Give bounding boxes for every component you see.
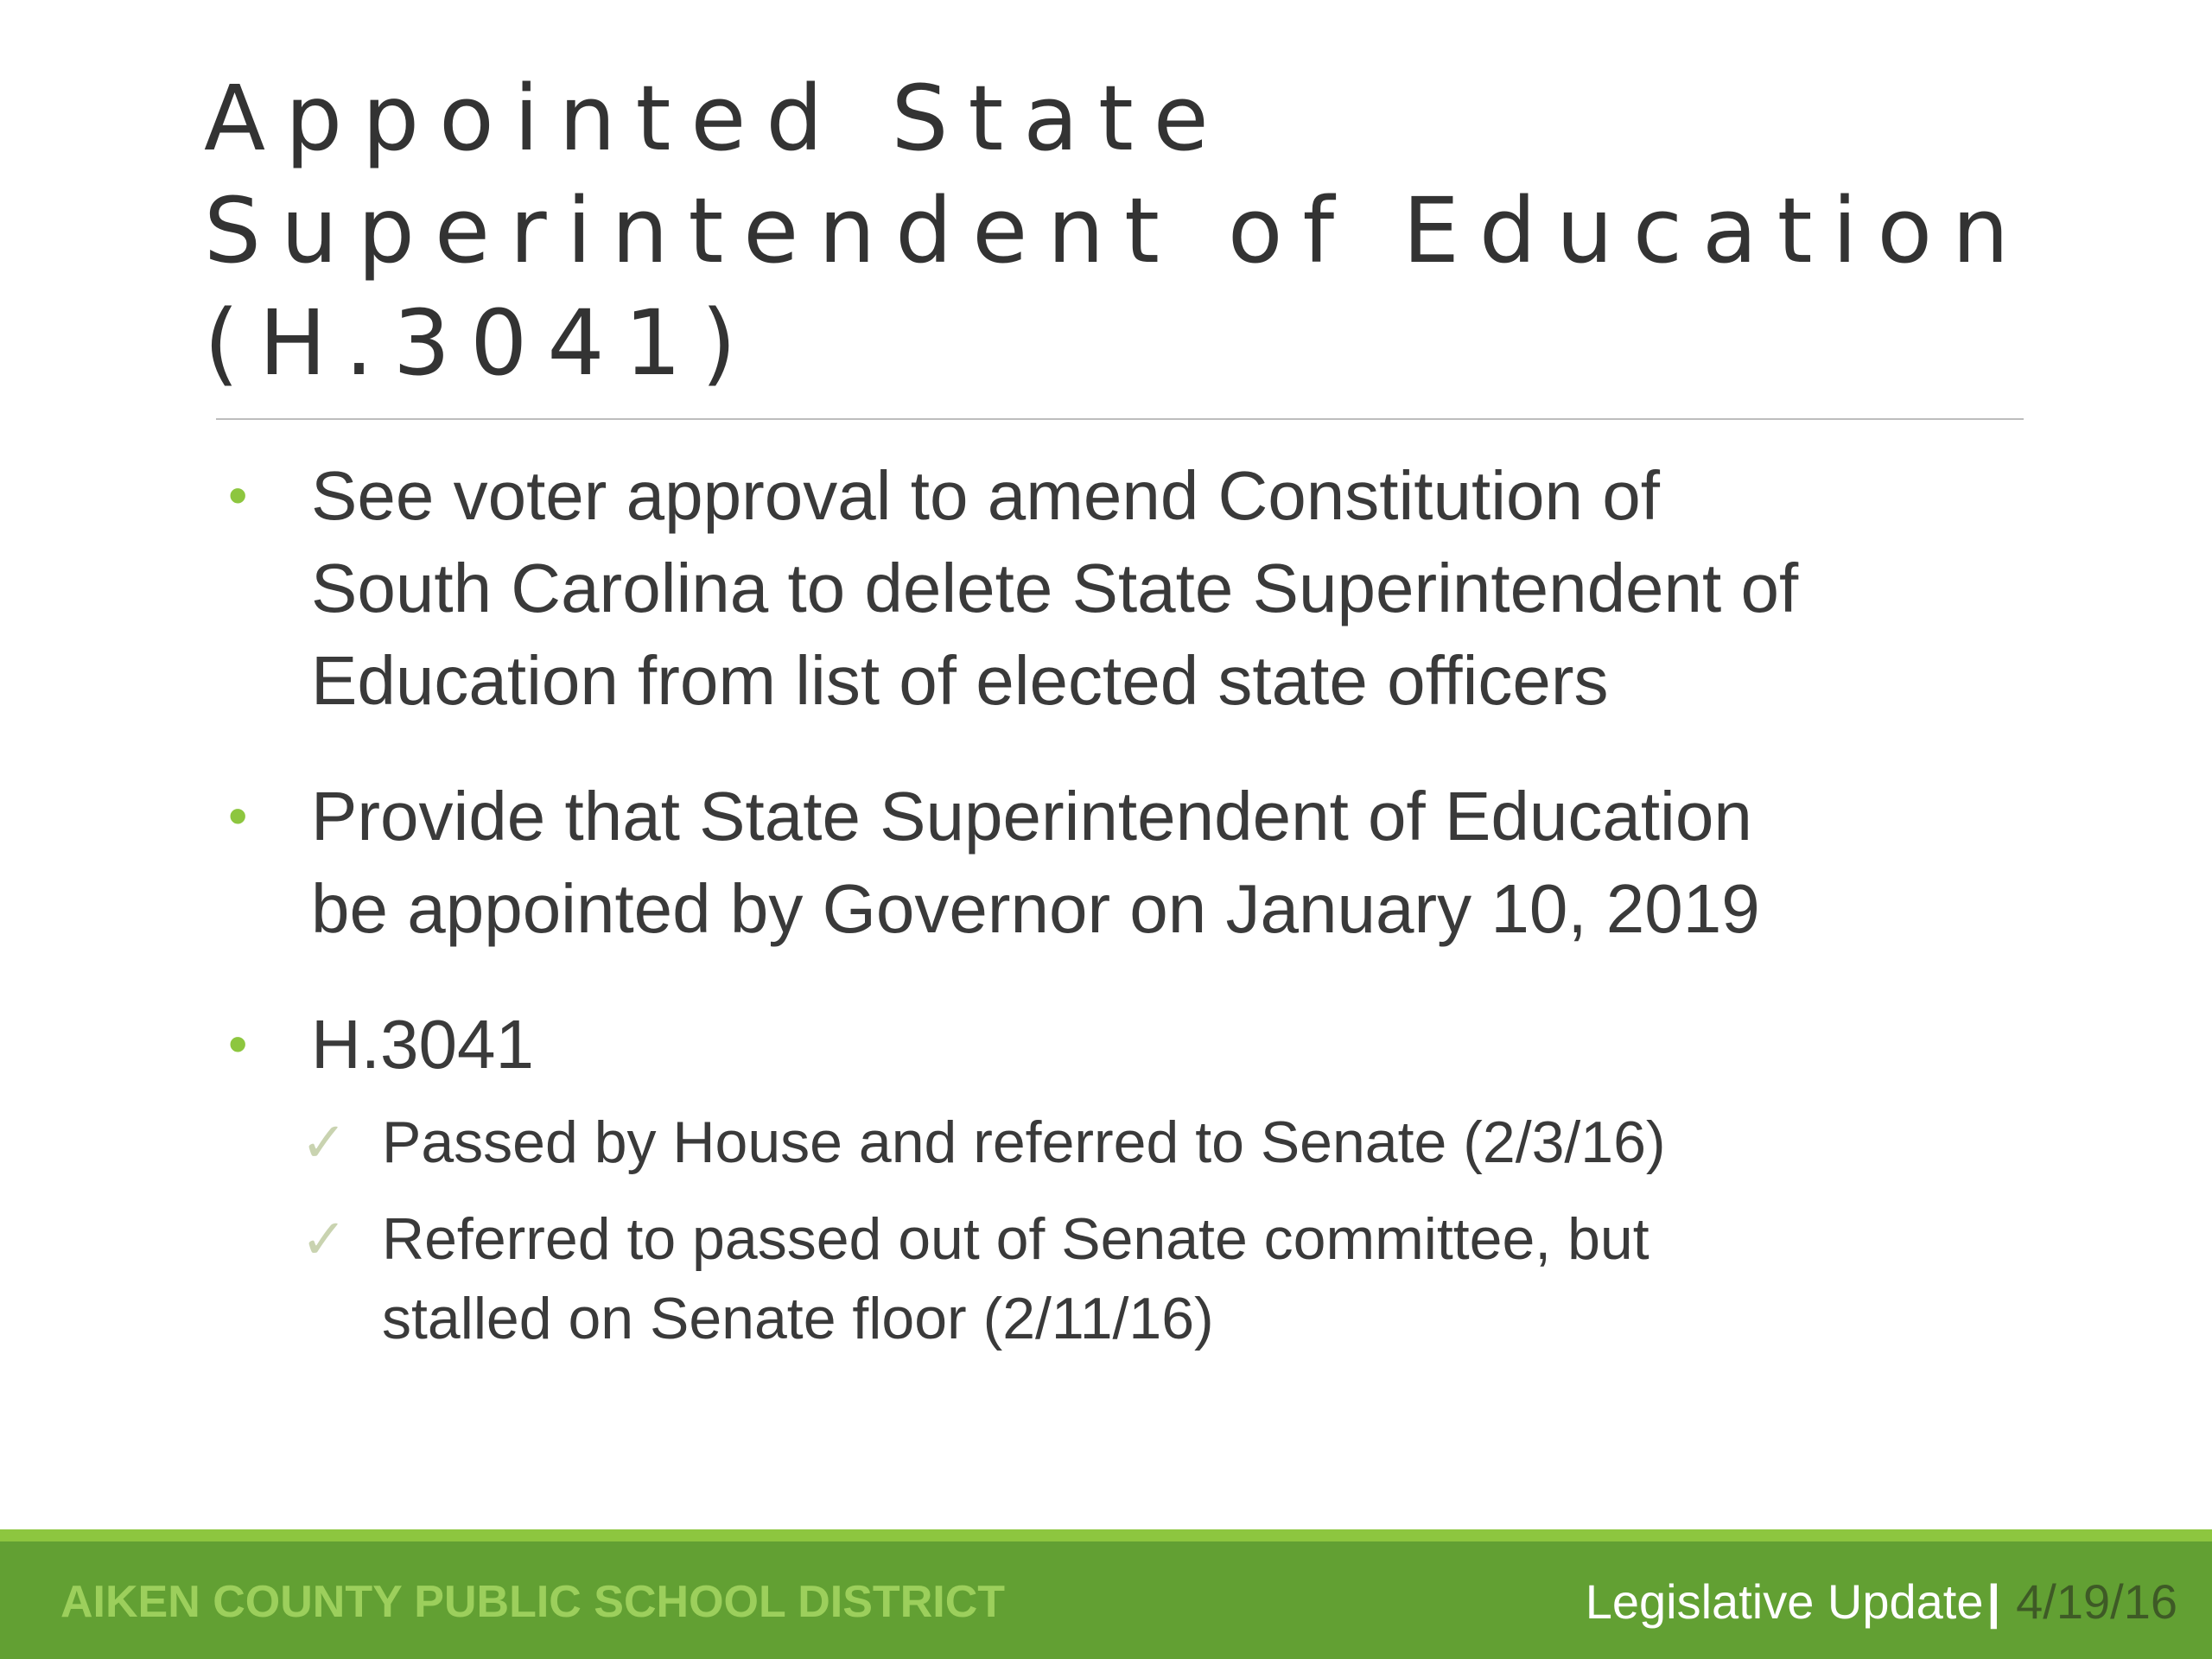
sub-bullet-text: stalled on Senate floor (2/11/16) bbox=[382, 1286, 1214, 1351]
bullet-item bbox=[225, 770, 2039, 955]
slide-title-line: Appointed State bbox=[204, 66, 1229, 171]
checkmark-icon: ✓ bbox=[301, 1208, 347, 1270]
checkmark-icon: ✓ bbox=[301, 1111, 347, 1173]
footer-accent-bar bbox=[0, 1529, 2212, 1541]
bullet-item bbox=[225, 449, 2039, 727]
bullet-text: be appointed by Governor on January 10, 2019 bbox=[311, 870, 1760, 947]
sub-bullet-text: Referred to passed out of Senate committee, but bbox=[382, 1206, 1649, 1272]
title-divider bbox=[216, 418, 2024, 420]
bullet-text: Education from list of elected state officers bbox=[311, 642, 1609, 719]
bullet-dot-icon: • bbox=[228, 785, 248, 847]
bullet-text: Provide that State Superintendent of Education bbox=[311, 778, 1752, 855]
footer-right-group bbox=[1586, 1576, 2177, 1628]
slide-title bbox=[204, 62, 2036, 399]
sub-bullet-text: Passed by House and referred to Senate (2/3/16) bbox=[382, 1109, 1666, 1175]
bullet-dot-icon: • bbox=[228, 1013, 248, 1075]
footer-date: 4/19/16 bbox=[2016, 1574, 2177, 1629]
bullet-text: South Carolina to delete State Superintendent of bbox=[311, 550, 1799, 626]
sub-bullet-item bbox=[225, 1103, 2039, 1182]
footer-organization: AIKEN COUNTY PUBLIC SCHOOL DISTRICT bbox=[60, 1577, 1006, 1627]
bullet-text: See voter approval to amend Constitution of bbox=[311, 457, 1660, 534]
slide-title-line: (H.3041) bbox=[204, 290, 757, 396]
footer-presentation-title: Legislative Update bbox=[1585, 1574, 1984, 1629]
footer-bar bbox=[0, 1541, 2212, 1659]
bullet-list bbox=[225, 449, 2039, 1376]
bullet-text: H.3041 bbox=[311, 1006, 534, 1083]
bullet-item bbox=[225, 998, 2039, 1090]
footer-separator: | bbox=[1986, 1574, 2001, 1629]
bullet-dot-icon: • bbox=[228, 464, 248, 526]
sub-bullet-item bbox=[225, 1199, 2039, 1358]
slide-title-line: Superintendent of Education bbox=[204, 178, 2029, 283]
